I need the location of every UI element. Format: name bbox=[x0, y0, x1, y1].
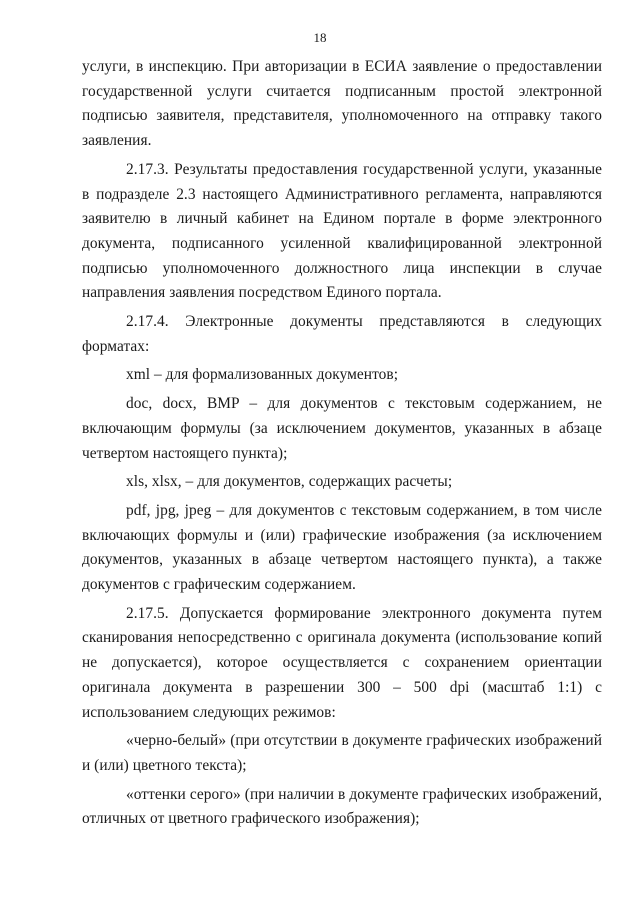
document-body bbox=[82, 55, 602, 832]
paragraph-2-17-4: 2.17.4. Электронные документы представляются в следующих форматах: bbox=[82, 313, 602, 355]
paragraph-2-17-5: 2.17.5. Допускается формирование электронного документа путем сканирования непосредственно с оригинала документа (использование копий не допускается), которое осуществляется с сохранением ориентации оригинала документа в разрешении 300 – 500 dpi (масштаб 1:1) с использованием следующих режимов: bbox=[82, 604, 602, 721]
format-item-xml: xml – для формализованных документов; bbox=[126, 366, 399, 384]
page-number: 18 bbox=[313, 30, 327, 45]
mode-item-grayscale: «оттенки серого» (при наличии в документе графических изображений, отличных от цветного графического изображения); bbox=[82, 785, 602, 828]
format-item-doc: doc, docx, BMP – для документов с текстовым содержанием, не включающим формулы (за исключением документов, указанных в абзаце четвертом настоящего пункта); bbox=[82, 395, 602, 462]
format-item-pdf: pdf, jpg, jpeg – для документов с текстовым содержанием, в том числе включающих формулы и (или) графические изображения (за исключением документов, указанных в абзаце четвертом настоящего пункта), а также документов с графическим содержанием. bbox=[82, 501, 602, 594]
format-item-xls: xls, xlsx, – для документов, содержащих расчеты; bbox=[126, 473, 453, 491]
paragraph-2-17-3: 2.17.3. Результаты предоставления государственной услуги, указанные в подразделе 2.3 настоящего Административного регламента, направляются заявителю в личный кабинет на Едином портале в форме электронного документа, подписанного усиленной квалифицированной электронной подписью уполномоченного должностного лица инспекции в случае направления заявления посредством Единого портала. bbox=[82, 160, 602, 302]
mode-item-black-white: «черно-белый» (при отсутствии в документе графических изображений и (или) цветного текста); bbox=[82, 732, 602, 774]
paragraph-authorization: услуги, в инспекцию. При авторизации в ЕСИА заявление о предоставлении государственной услуги считается подписанным простой электронной подписью заявителя, представителя, уполномоченного на отправку такого заявления. bbox=[82, 58, 602, 150]
